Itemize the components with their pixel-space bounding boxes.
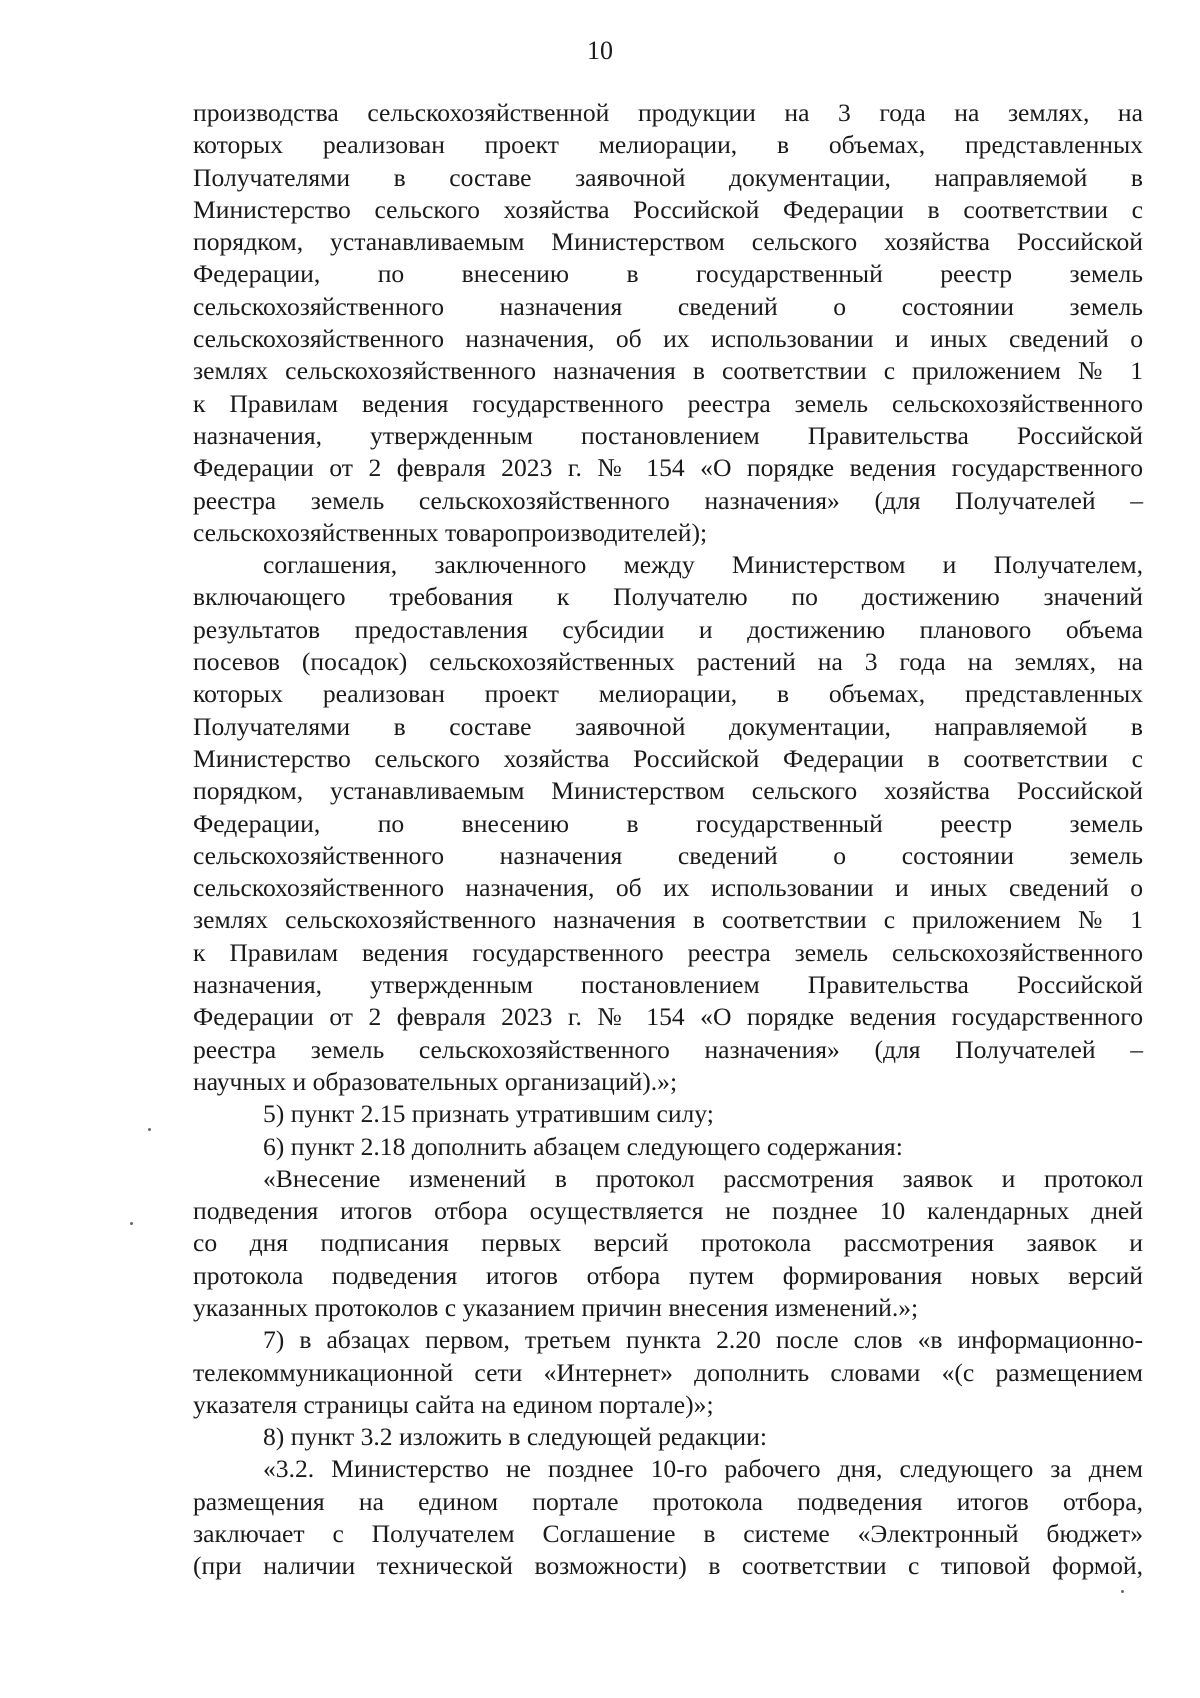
text-line: Министерство сельского хозяйства Российской Федерации в соответствии с (193, 194, 1143, 224)
text-line: телекоммуникационной сети «Интернет» дополнить словами «(с размещением (193, 1357, 1143, 1387)
text-line: 8) пункт 3.2 изложить в следующей редакции: (263, 1422, 767, 1452)
text-line: со дня подписания первых версий протокола рассмотрения заявок и (193, 1228, 1143, 1258)
paragraph (193, 1163, 1143, 1324)
text-line: Министерство сельского хозяйства Российской Федерации в соответствии с (193, 743, 1143, 773)
text-line: к Правилам ведения государственного реестра земель сельскохозяйственного (193, 388, 1143, 418)
text-line: результатов предоставления субсидии и достижению планового объема (193, 614, 1143, 644)
text-line: Федерации от 2 февраля 2023 г. № 154 «О порядке ведения государственного (193, 453, 1143, 483)
paragraph (193, 97, 1143, 549)
page-number: 10 (587, 36, 613, 65)
paragraph (193, 1324, 1143, 1421)
text-line: указателя страницы сайта на едином портале)»; (193, 1389, 714, 1419)
text-line: сельскохозяйственного назначения, об их использовании и иных сведений о (193, 873, 1143, 903)
text-line: сельскохозяйственного назначения сведений о состоянии земель (193, 840, 1143, 870)
text-line: порядком, устанавливаемым Министерством сельского хозяйства Российской (193, 776, 1143, 806)
text-line: заключает с Получателем Соглашение в системе «Электронный бюджет» (193, 1519, 1143, 1549)
text-line: назначения, утвержденным постановлением Правительства Российской (193, 970, 1143, 1000)
text-line: землях сельскохозяйственного назначения в соответствии с приложением № 1 (193, 356, 1143, 386)
text-line: Федерации, по внесению в государственный реестр земель (193, 259, 1143, 289)
text-line: посевов (посадок) сельскохозяйственных растений на 3 года на землях, на (193, 647, 1143, 677)
scan-speck (148, 1128, 151, 1131)
text-line: Федерации от 2 февраля 2023 г. № 154 «О порядке ведения государственного (193, 1002, 1143, 1032)
text-line: научных и образовательных организаций).»; (193, 1066, 678, 1096)
text-line: размещения на едином портале протокола подведения итогов отбора, (193, 1486, 1143, 1516)
text-line: протокола подведения итогов отбора путем формирования новых версий (193, 1260, 1143, 1290)
text-line: соглашения, заключенного между Министерством и Получателем, (263, 550, 1143, 580)
text-line: включающего требования к Получателю по достижению значений (193, 582, 1143, 612)
text-line: «3.2. Министерство не позднее 10-го рабочего дня, следующего за днем (263, 1454, 1143, 1484)
text-line: Получателями в составе заявочной документации, направляемой в (193, 711, 1143, 741)
text-line: сельскохозяйственных товаропроизводителей); (193, 517, 708, 547)
text-line: сельскохозяйственного назначения, об их использовании и иных сведений о (193, 324, 1143, 354)
paragraph (193, 1131, 1143, 1163)
document-body (193, 97, 1143, 1583)
text-line: которых реализован проект мелиорации, в объемах, представленных (193, 130, 1143, 160)
text-line: (при наличии технической возможности) в соответствии с типовой формой, (193, 1551, 1143, 1581)
paragraph (193, 549, 1143, 1098)
text-line: производства сельскохозяйственной продукции на 3 года на землях, на (193, 98, 1143, 127)
paragraph (193, 1098, 1143, 1130)
text-line: «Внесение изменений в протокол рассмотрения заявок и протокол (263, 1163, 1143, 1193)
text-line: реестра земель сельскохозяйственного назначения» (для Получателей – (193, 1034, 1143, 1064)
text-line: 6) пункт 2.18 дополнить абзацем следующего содержания: (263, 1131, 903, 1161)
text-line: назначения, утвержденным постановлением Правительства Российской (193, 420, 1143, 450)
text-line: 5) пункт 2.15 признать утратившим силу; (263, 1099, 714, 1129)
paragraph (193, 1421, 1143, 1453)
text-line: указанных протоколов с указанием причин внесения изменений.»; (193, 1292, 919, 1322)
text-line: порядком, устанавливаемым Министерством сельского хозяйства Российской (193, 227, 1143, 257)
scan-speck (1121, 1590, 1124, 1593)
scan-speck (130, 1222, 133, 1225)
text-line: реестра земель сельскохозяйственного назначения» (для Получателей – (193, 485, 1143, 515)
text-line: к Правилам ведения государственного реестра земель сельскохозяйственного (193, 937, 1143, 967)
text-line: землях сельскохозяйственного назначения в соответствии с приложением № 1 (193, 905, 1143, 935)
text-line: Получателями в составе заявочной документации, направляемой в (193, 162, 1143, 192)
text-line: 7) в абзацах первом, третьем пункта 2.20 после слов «в информационно- (263, 1325, 1143, 1355)
text-line: сельскохозяйственного назначения сведений о состоянии земель (193, 291, 1143, 321)
paragraph (193, 1453, 1143, 1582)
text-line: которых реализован проект мелиорации, в объемах, представленных (193, 679, 1143, 709)
text-line: Федерации, по внесению в государственный реестр земель (193, 808, 1143, 838)
text-line: подведения итогов отбора осуществляется не позднее 10 календарных дней (193, 1196, 1143, 1226)
